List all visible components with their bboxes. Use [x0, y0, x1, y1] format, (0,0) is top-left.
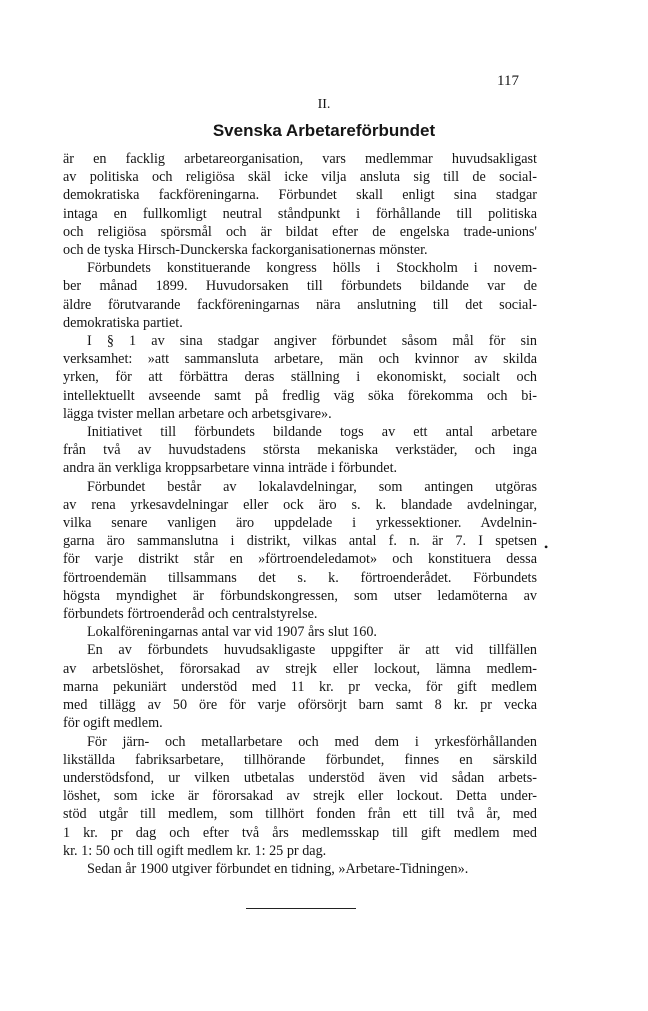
- paragraph: [63, 641, 537, 732]
- text-line: från två av huvudstadens största mekaniska verkstäder, och inga: [63, 442, 537, 459]
- text-line: Förbundets konstituerande kongress hölls i Stockholm i novem-: [87, 260, 537, 277]
- text-line: I § 1 av sina stadgar angiver förbundet såsom mål för sin: [87, 333, 537, 350]
- text-line: likställda fabriksarbetare, tillhörande förbundet, finnes en särskild: [63, 751, 537, 768]
- text-line: Lokalföreningarnas antal var vid 1907 års slut 160.: [87, 624, 377, 641]
- text-line: yrken, för att förbättra deras ställning i ekonomiskt, socialt och: [63, 369, 537, 386]
- text-line: av politiska och religiösa skäl icke vilja ansluta sig till de social-: [63, 169, 537, 186]
- section-number: II.: [317, 97, 331, 112]
- text-line: för ogift medlem.: [63, 715, 163, 732]
- text-line: för varje distrikt står en »förtroendeledamot» och konstituera dessa: [63, 551, 537, 568]
- text-line: förbundets förtroenderåd och centralstyrelse.: [63, 606, 318, 623]
- text-line: intaga en fullkomligt neutral ståndpunkt i förhållande till politiska: [63, 205, 537, 222]
- text-line: löshet, som icke är förorsakad av strejk eller lockout. Detta under-: [63, 788, 537, 805]
- text-line: För järn- och metallarbetare och med dem i yrkesförhållanden: [87, 733, 537, 750]
- text-line: med tillägg av 50 öre för varje oförsörjt barn samt 8 kr. pr vecka: [63, 697, 537, 714]
- text-line: verksamhet: »att sammansluta arbetare, män och kvinnor av skilda: [63, 351, 537, 368]
- text-line: Initiativet till förbundets bildande togs av ett antal arbetare: [87, 424, 537, 441]
- body-text: [63, 150, 537, 878]
- text-line: av arbetslöshet, förorsakad av strejk eller lockout, lämna medlem-: [63, 660, 537, 677]
- text-line: förtroendemän tillsammans det s. k. förtroenderådet. Förbundets: [63, 569, 537, 586]
- paragraph: [63, 150, 537, 259]
- text-line: 1 kr. pr dag och efter två års medlemsskap till gift medlem med: [63, 824, 537, 841]
- text-line: andra än verkliga kroppsarbetare vinna inträde i förbundet.: [63, 460, 398, 477]
- text-line: och de tyska Hirsch-Dunckerska fackorganisationernas mönster.: [63, 242, 428, 259]
- text-line: vilka senare vanligen äro uppdelade i yrkessektioner. Avdelnin-: [63, 515, 537, 532]
- paragraph: [63, 259, 537, 332]
- margin-mark: •: [544, 540, 549, 554]
- text-line: är en facklig arbetareorganisation, vars medlemmar huvudsakligast: [63, 151, 537, 167]
- text-line: demokratiska fackföreningarna. Förbundet skall enligt sina stadgar: [63, 187, 537, 204]
- text-line: av rena yrkesavdelningar eller ock äro s. k. blandade avdelningar,: [63, 496, 537, 513]
- closing-divider: [246, 908, 356, 909]
- text-line: högsta myndighet är förbundskongressen, som utser ledamöterna av: [63, 587, 537, 604]
- text-line: kr. 1: 50 och till ogift medlem kr. 1: 25 pr dag.: [63, 842, 327, 859]
- text-line: ber månad 1899. Huvudorsaken till förbundets bildande var de: [63, 278, 537, 295]
- text-line: och religiösa spörsmål och är bildat efter de engelska trade-unions': [63, 223, 537, 240]
- paragraph: [63, 423, 537, 478]
- page-title: Svenska Arbetareförbundet: [212, 121, 436, 140]
- text-line: Sedan år 1900 utgiver förbundet en tidning, »Arbetare-Tidningen».: [87, 860, 469, 877]
- text-line: demokratiska partiet.: [63, 314, 183, 331]
- text-line: marna pekuniärt understöd med 11 kr. pr vecka, för gift medlem: [63, 678, 537, 695]
- text-line: understödsfond, ur vilken utbetalas understöd även vid sådan arbets-: [63, 769, 537, 786]
- paragraph: [63, 332, 537, 423]
- paragraph: [63, 623, 537, 641]
- text-line: Förbundet består av lokalavdelningar, som antingen utgöras: [87, 478, 537, 495]
- text-line: garna äro sammanslutna i distrikt, vilkas antal f. n. är 7. I spetsen: [63, 533, 537, 550]
- text-line: En av förbundets huvudsakligaste uppgifter är att vid tillfällen: [87, 642, 537, 659]
- paragraph: [63, 733, 537, 860]
- paragraph: [63, 860, 537, 878]
- page-number: 117: [497, 73, 519, 89]
- text-line: äldre förutvarande fackföreningarnas nära anslutning till det social-: [63, 296, 537, 313]
- text-line: lägga tvister mellan arbetare och arbetsgivare».: [63, 405, 332, 422]
- paragraph: [63, 478, 537, 624]
- text-line: stöd utgår till medlem, som tillhört fonden från ett till två år, med: [63, 806, 537, 823]
- text-line: intellektuellt avseende samt på fredlig väg söka förekomma och bi-: [63, 387, 537, 404]
